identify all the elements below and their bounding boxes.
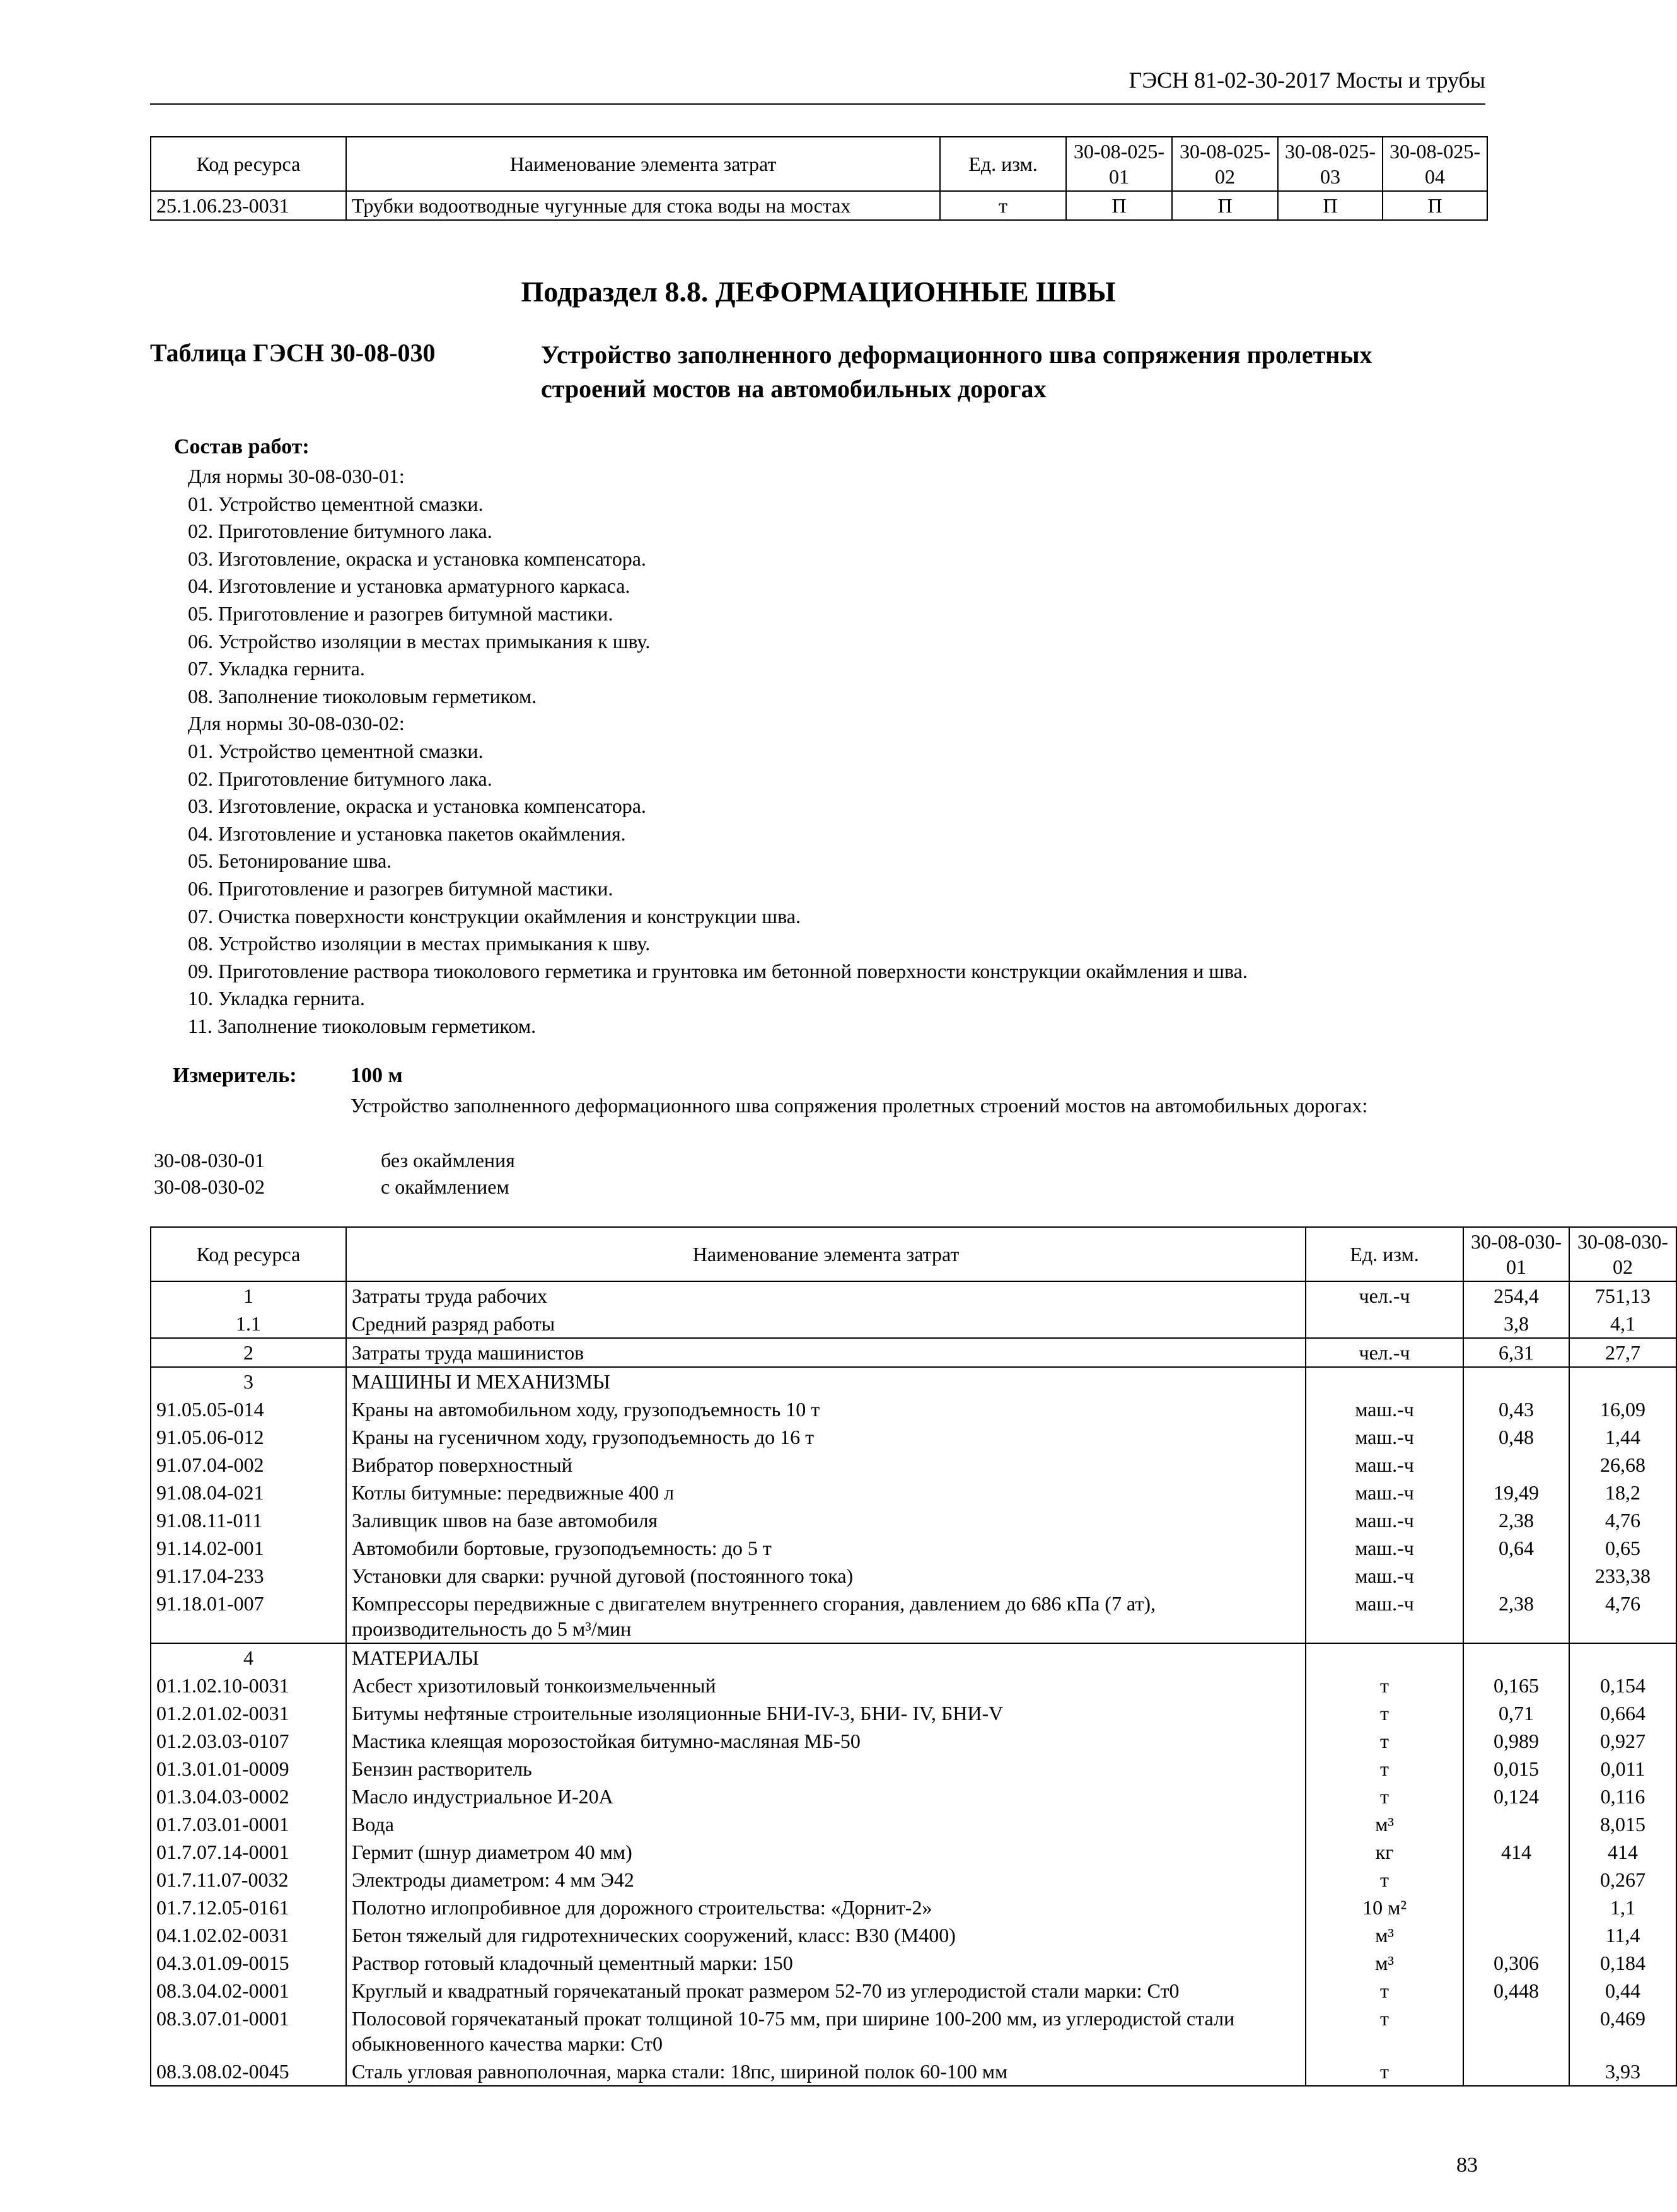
resource-name: Установки для сварки: ручной дуговой (постоянного тока) [346, 1562, 1306, 1590]
col-header-unit: Ед. изм. [940, 137, 1066, 191]
table-row [151, 1367, 1676, 1395]
norm-value [1463, 1810, 1569, 1838]
norm-variant: без окаймления [381, 1149, 515, 1172]
norm-value: 0,71 [1463, 1699, 1569, 1727]
work-item: 07. Очистка поверхности конструкции окаймления и конструкции шва. [188, 904, 801, 928]
resource-name: Бензин растворитель [346, 1755, 1306, 1783]
work-item: Для нормы 30-08-030-01: [188, 465, 405, 487]
norm-value: 18,2 [1569, 1479, 1676, 1506]
resource-name: Битумы нефтяные строительные изоляционные БНИ-IV-3, БНИ- IV, БНИ-V [346, 1699, 1306, 1727]
norm-value: 4,76 [1569, 1506, 1676, 1534]
table-label: Таблица ГЭСН 30-08-030 [150, 339, 436, 367]
measure-label: Измеритель: [173, 1064, 297, 1087]
resource-code: 04.3.01.09-0015 [151, 1949, 346, 1977]
norm-value: 0,184 [1569, 1949, 1676, 1977]
norm-value: П [1172, 191, 1278, 220]
norm-value: 16,09 [1569, 1395, 1676, 1423]
col-header-norm: 30-08-025-02 [1172, 137, 1278, 191]
norm-value: 414 [1569, 1838, 1676, 1866]
norm-value [1463, 2005, 1569, 2058]
running-header: ГЭСН 81-02-30-2017 Мосты и трубы [1129, 67, 1485, 93]
unit: т [940, 191, 1066, 220]
table-row [151, 1562, 1676, 1590]
resource-code: 08.3.07.01-0001 [151, 2005, 346, 2058]
resource-code: 01.1.02.10-0031 [151, 1672, 346, 1699]
norm-value: 0,664 [1569, 1699, 1676, 1727]
table-row [151, 1338, 1676, 1367]
work-item: 08. Заполнение тиоколовым герметиком. [188, 684, 537, 707]
resource-code: 01.7.03.01-0001 [151, 1810, 346, 1838]
norm-value: 0,448 [1463, 1977, 1569, 2005]
resource-name: Вода [346, 1810, 1306, 1838]
resource-code: 2 [151, 1338, 346, 1367]
resource-name: Краны на гусеничном ходу, грузоподъемность до 16 т [346, 1423, 1306, 1451]
norm-value: 4,1 [1569, 1310, 1676, 1338]
table-row [151, 1699, 1676, 1727]
table-row [151, 1643, 1676, 1672]
unit [1306, 1310, 1463, 1338]
resource-name: Полотно иглопробивное для дорожного строительства: «Дорнит-2» [346, 1894, 1306, 1921]
unit: м³ [1306, 1921, 1463, 1949]
unit: т [1306, 1866, 1463, 1894]
resource-code: 08.3.08.02-0045 [151, 2058, 346, 2086]
unit: т [1306, 1699, 1463, 1727]
resource-code: 91.14.02-001 [151, 1534, 346, 1562]
norm-value [1569, 1643, 1676, 1672]
norm-variant: с окаймлением [381, 1175, 509, 1198]
unit: т [1306, 1755, 1463, 1783]
resource-name: Затраты труда рабочих [346, 1281, 1306, 1310]
norm-value: 0,48 [1463, 1423, 1569, 1451]
resource-name: Мастика клеящая морозостойкая битумно-масляная МБ-50 [346, 1727, 1306, 1755]
unit: чел.-ч [1306, 1338, 1463, 1367]
col-header-norm: 30-08-025-01 [1066, 137, 1172, 191]
work-item: 01. Устройство цементной смазки. [188, 492, 484, 515]
table-row [151, 2058, 1676, 2086]
norm-value: П [1278, 191, 1383, 220]
unit: маш.-ч [1306, 1534, 1463, 1562]
norm-value: 2,38 [1463, 1506, 1569, 1534]
subsection-title: Подраздел 8.8. ДЕФОРМАЦИОННЫЕ ШВЫ [521, 276, 1116, 308]
col-header-code: Код ресурса [151, 1227, 346, 1281]
norm-value [1463, 1451, 1569, 1479]
table-row [151, 1949, 1676, 1977]
table-row [151, 1590, 1676, 1643]
resource-code: 01.7.11.07-0032 [151, 1866, 346, 1894]
resource-name: Гермит (шнур диаметром 40 мм) [346, 1838, 1306, 1866]
work-item: 06. Устройство изоляции в местах примыкания к шву. [188, 629, 651, 653]
norm-value: 0,015 [1463, 1755, 1569, 1783]
table-title: Устройство заполненного деформационного шва сопряжения пролетных строений мостов на автомобильных дорогах [541, 341, 1372, 403]
unit: кг [1306, 1838, 1463, 1866]
unit: чел.-ч [1306, 1281, 1463, 1310]
unit: м³ [1306, 1810, 1463, 1838]
resource-code: 01.2.01.02-0031 [151, 1699, 346, 1727]
norm-value [1463, 1894, 1569, 1921]
resource-code: 01.3.01.01-0009 [151, 1755, 346, 1783]
norm-value: 0,44 [1569, 1977, 1676, 2005]
resource-name: Масло индустриальное И-20А [346, 1783, 1306, 1810]
norm-value [1463, 1643, 1569, 1672]
continued-resource-table [150, 136, 1488, 221]
resource-code: 91.05.05-014 [151, 1395, 346, 1423]
resource-code: 01.2.03.03-0107 [151, 1727, 346, 1755]
norm-value [1463, 1921, 1569, 1949]
norm-value: 11,4 [1569, 1921, 1676, 1949]
col-header-norm: 30-08-025-04 [1383, 137, 1487, 191]
table-row [151, 1479, 1676, 1506]
unit: маш.-ч [1306, 1479, 1463, 1506]
work-item: 05. Приготовление и разогрев битумной мастики. [188, 602, 613, 625]
work-item: 03. Изготовление, окраска и установка компенсатора. [188, 795, 646, 818]
resource-code: 91.08.04-021 [151, 1479, 346, 1506]
unit: т [1306, 1727, 1463, 1755]
resource-code: 1.1 [151, 1310, 346, 1338]
resource-code: 01.7.12.05-0161 [151, 1894, 346, 1921]
table-row [151, 1866, 1676, 1894]
resource-code: 91.07.04-002 [151, 1451, 346, 1479]
unit: 10 м² [1306, 1894, 1463, 1921]
norm-value: 0,124 [1463, 1783, 1569, 1810]
works-list [188, 463, 1248, 1040]
resource-code: 01.3.04.03-0002 [151, 1783, 346, 1810]
unit: т [1306, 2058, 1463, 2086]
unit: маш.-ч [1306, 1395, 1463, 1423]
resource-name: МАШИНЫ И МЕХАНИЗМЫ [346, 1367, 1306, 1395]
table-row [151, 2005, 1676, 2058]
norm-value: П [1383, 191, 1487, 220]
norm-value: 0,116 [1569, 1783, 1676, 1810]
norm-value: 0,267 [1569, 1866, 1676, 1894]
unit: т [1306, 1672, 1463, 1699]
table-row [151, 191, 1487, 220]
table-row [151, 1451, 1676, 1479]
norm-value: 0,43 [1463, 1395, 1569, 1423]
resource-code: 4 [151, 1643, 346, 1672]
norm-value: 0,927 [1569, 1727, 1676, 1755]
norm-value: 233,38 [1569, 1562, 1676, 1590]
resource-name: Сталь угловая равнополочная, марка стали: 18пс, шириной полок 60-100 мм [346, 2058, 1306, 2086]
work-item: 02. Приготовление битумного лака. [188, 767, 492, 790]
norm-value: 27,7 [1569, 1338, 1676, 1367]
norm-value [1463, 2058, 1569, 2086]
work-item: 03. Изготовление, окраска и установка компенсатора. [188, 547, 646, 570]
resource-name: Трубки водоотводные чугунные для стока воды на мостах [346, 191, 940, 220]
col-header-unit: Ед. изм. [1306, 1227, 1463, 1281]
resource-code: 91.05.06-012 [151, 1423, 346, 1451]
norm-value: 0,469 [1569, 2005, 1676, 2058]
norm-value: 6,31 [1463, 1338, 1569, 1367]
norm-value: 0,154 [1569, 1672, 1676, 1699]
resource-name: Асбест хризотиловый тонкоизмельченный [346, 1672, 1306, 1699]
resource-name: Автомобили бортовые, грузоподъемность: до 5 т [346, 1534, 1306, 1562]
resource-code: 08.3.04.02-0001 [151, 1977, 346, 2005]
resource-name: Средний разряд работы [346, 1310, 1306, 1338]
unit: м³ [1306, 1949, 1463, 1977]
norm-value: 414 [1463, 1838, 1569, 1866]
norm-code: 30-08-030-02 [154, 1175, 265, 1198]
norm-value: 0,165 [1463, 1672, 1569, 1699]
table-row [151, 1810, 1676, 1838]
measure-value: 100 м [351, 1064, 403, 1087]
work-item: 09. Приготовление раствора тиоколового герметика и грунтовка им бетонной поверхности конструкции окаймления и шва. [188, 959, 1248, 982]
col-header-name: Наименование элемента затрат [346, 1227, 1306, 1281]
norm-value: 8,015 [1569, 1810, 1676, 1838]
resource-code: 25.1.06.23-0031 [151, 191, 346, 220]
work-item: 10. Укладка гернита. [188, 987, 365, 1010]
table-row [151, 1783, 1676, 1810]
norm-value: 26,68 [1569, 1451, 1676, 1479]
work-item: 08. Устройство изоляции в местах примыкания к шву. [188, 932, 651, 955]
unit [1306, 1643, 1463, 1672]
norm-value: 0,306 [1463, 1949, 1569, 1977]
resource-name: Круглый и квадратный горячекатаный прокат размером 52-70 из углеродистой стали марки: Ст0 [346, 1977, 1306, 2005]
resource-code: 3 [151, 1367, 346, 1395]
norm-value: 1,44 [1569, 1423, 1676, 1451]
resource-name: Краны на автомобильном ходу, грузоподъемность 10 т [346, 1395, 1306, 1423]
table-row [151, 1395, 1676, 1423]
work-item: 11. Заполнение тиоколовым герметиком. [188, 1014, 537, 1037]
norm-value: 0,65 [1569, 1534, 1676, 1562]
work-item: 02. Приготовление битумного лака. [188, 520, 492, 543]
resource-name: Заливщик швов на базе автомобиля [346, 1506, 1306, 1534]
unit: маш.-ч [1306, 1423, 1463, 1451]
table-row [151, 1310, 1676, 1338]
norm-value [1463, 1562, 1569, 1590]
resource-code: 91.08.11-011 [151, 1506, 346, 1534]
unit: маш.-ч [1306, 1451, 1463, 1479]
work-item: 01. Устройство цементной смазки. [188, 739, 484, 762]
resource-code: 04.1.02.02-0031 [151, 1921, 346, 1949]
work-item: 05. Бетонирование шва. [188, 849, 392, 873]
norm-value: 2,38 [1463, 1590, 1569, 1643]
work-item: 04. Изготовление и установка арматурного каркаса. [188, 574, 630, 598]
norm-value: 0,011 [1569, 1755, 1676, 1783]
norm-value: П [1066, 191, 1172, 220]
resource-code: 91.18.01-007 [151, 1590, 346, 1643]
measure-description: Устройство заполненного деформационного шва сопряжения пролетных строений мостов на автомобильных дорогах: [351, 1094, 1368, 1117]
col-header-name: Наименование элемента затрат [346, 137, 940, 191]
table-row [151, 1755, 1676, 1783]
norm-value: 3,8 [1463, 1310, 1569, 1338]
table-row [151, 1534, 1676, 1562]
table-row [151, 1894, 1676, 1921]
resource-name: Электроды диаметром: 4 мм Э42 [346, 1866, 1306, 1894]
norm-value: 0,989 [1463, 1727, 1569, 1755]
norm-value: 1,1 [1569, 1894, 1676, 1921]
unit: маш.-ч [1306, 1562, 1463, 1590]
norm-value [1463, 1866, 1569, 1894]
resource-name: МАТЕРИАЛЫ [346, 1643, 1306, 1672]
resource-name: Раствор готовый кладочный цементный марки: 150 [346, 1949, 1306, 1977]
table-row [151, 1506, 1676, 1534]
norm-value [1463, 1367, 1569, 1395]
resource-code: 91.17.04-233 [151, 1562, 346, 1590]
table-row [151, 1921, 1676, 1949]
resource-name: Котлы битумные: передвижные 400 л [346, 1479, 1306, 1506]
table-row [151, 1672, 1676, 1699]
resource-code: 1 [151, 1281, 346, 1310]
work-item: Для нормы 30-08-030-02: [188, 712, 405, 735]
resource-name: Полосовой горячекатаный прокат толщиной 10-75 мм, при ширине 100-200 мм, из углеродистой стали обыкновенного качества марки: Ст0 [346, 2005, 1306, 2058]
resource-name: Бетон тяжелый для гидротехнических сооружений, класс: В30 (М400) [346, 1921, 1306, 1949]
work-item: 06. Приготовление и разогрев битумной мастики. [188, 876, 613, 900]
work-item: 04. Изготовление и установка пакетов окаймления. [188, 822, 626, 845]
col-header-code: Код ресурса [151, 137, 346, 191]
unit [1306, 1367, 1463, 1395]
header-rule [150, 103, 1485, 105]
unit: т [1306, 2005, 1463, 2058]
col-header-norm: 30-08-030-01 [1463, 1227, 1569, 1281]
resource-code: 01.7.07.14-0001 [151, 1838, 346, 1866]
col-header-norm: 30-08-025-03 [1278, 137, 1383, 191]
norm-value: 751,13 [1569, 1281, 1676, 1310]
table-row [151, 1727, 1676, 1755]
norm-value: 254,4 [1463, 1281, 1569, 1310]
resource-name: Компрессоры передвижные с двигателем внутреннего сгорания, давлением до 686 кПа (7 ат), производительность до 5 м³/мин [346, 1590, 1306, 1643]
resource-name: Вибратор поверхностный [346, 1451, 1306, 1479]
col-header-norm: 30-08-030-02 [1569, 1227, 1676, 1281]
resource-table [150, 1226, 1677, 2087]
norm-value: 19,49 [1463, 1479, 1569, 1506]
unit: т [1306, 1977, 1463, 2005]
works-heading: Состав работ: [174, 435, 310, 458]
norm-value: 0,64 [1463, 1534, 1569, 1562]
page-number: 83 [1456, 2153, 1478, 2177]
resource-name: Затраты труда машинистов [346, 1338, 1306, 1367]
work-item: 07. Укладка гернита. [188, 657, 365, 680]
unit: маш.-ч [1306, 1506, 1463, 1534]
norm-value: 3,93 [1569, 2058, 1676, 2086]
unit: т [1306, 1783, 1463, 1810]
table-row [151, 1838, 1676, 1866]
table-row [151, 1423, 1676, 1451]
table-row [151, 1281, 1676, 1310]
norm-value: 4,76 [1569, 1590, 1676, 1643]
unit: маш.-ч [1306, 1590, 1463, 1643]
norm-code: 30-08-030-01 [154, 1149, 265, 1172]
norm-value [1569, 1367, 1676, 1395]
table-row [151, 1977, 1676, 2005]
